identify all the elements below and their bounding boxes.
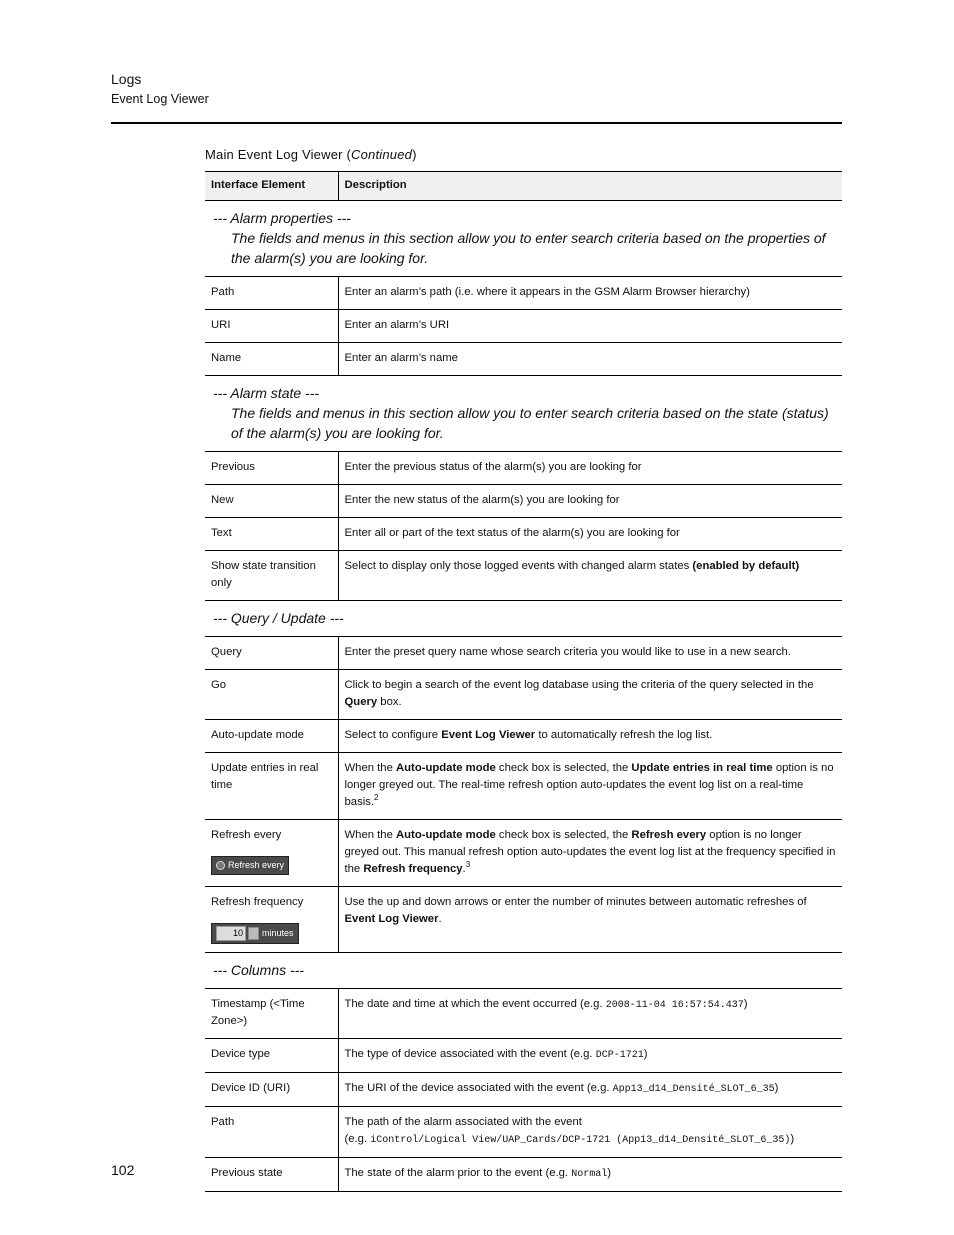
section-description: The fields and menus in this section allow you to enter search criteria based on the properties of the alarm(s) you are looking for. bbox=[231, 230, 826, 266]
table-row bbox=[205, 277, 842, 310]
table-row bbox=[205, 753, 842, 820]
table-row bbox=[205, 720, 842, 753]
description-cell: Click to begin a search of the event log database using the criteria of the query selected in the Query box. bbox=[338, 670, 842, 720]
description-cell: The path of the alarm associated with the event (e.g. iControl/Logical View/UAP_Cards/DCP-1721 (App13_d14_Densité_SLOT_6_35)) bbox=[338, 1107, 842, 1158]
refresh-frequency-spinner-widget: 10 minutes bbox=[211, 923, 299, 944]
element-cell bbox=[205, 820, 338, 887]
table-row bbox=[205, 485, 842, 518]
element-cell: Path bbox=[205, 1107, 338, 1158]
table-row bbox=[205, 820, 842, 887]
element-label: Refresh frequency bbox=[211, 896, 304, 908]
element-label: Refresh every bbox=[211, 829, 282, 841]
description-cell: Enter the preset query name whose search criteria you would like to use in a new search. bbox=[338, 637, 842, 670]
table-row bbox=[205, 1039, 842, 1073]
table-row bbox=[205, 343, 842, 376]
table-row bbox=[205, 1073, 842, 1107]
element-cell: Auto-update mode bbox=[205, 720, 338, 753]
section-alarm-properties bbox=[205, 201, 842, 277]
table-row bbox=[205, 670, 842, 720]
element-cell: Device type bbox=[205, 1039, 338, 1073]
page-number: 102 bbox=[111, 1162, 135, 1178]
element-cell: Query bbox=[205, 637, 338, 670]
table-caption: Main Event Log Viewer (Continued) bbox=[205, 147, 417, 162]
col-header-description: Description bbox=[338, 172, 842, 201]
element-cell: New bbox=[205, 485, 338, 518]
element-cell bbox=[205, 887, 338, 953]
description-cell: Enter an alarm’s URI bbox=[338, 310, 842, 343]
description-cell: When the Auto-update mode check box is selected, the Update entries in real time option is no longer greyed out. The real-time refresh option auto-updates the event log list on a real-time basis.$^2$ bbox=[338, 753, 842, 820]
table-row bbox=[205, 1158, 842, 1192]
element-cell: Name bbox=[205, 343, 338, 376]
description-cell: Enter an alarm’s name bbox=[338, 343, 842, 376]
section-title-text: --- Alarm properties --- bbox=[213, 210, 351, 226]
description-cell: Enter the new status of the alarm(s) you are looking for bbox=[338, 485, 842, 518]
element-cell: Show state transition only bbox=[205, 551, 338, 601]
section-title-text: --- Alarm state --- bbox=[213, 385, 320, 401]
radio-icon bbox=[216, 861, 225, 870]
section-title-text: --- Columns --- bbox=[213, 962, 304, 978]
element-cell: Previous bbox=[205, 452, 338, 485]
spinner-arrows-icon bbox=[248, 927, 259, 940]
table-row bbox=[205, 1107, 842, 1158]
description-cell: Enter the previous status of the alarm(s) you are looking for bbox=[338, 452, 842, 485]
element-cell: Timestamp (<Time Zone>) bbox=[205, 989, 338, 1039]
description-cell: The state of the alarm prior to the event (e.g. Normal) bbox=[338, 1158, 842, 1192]
interface-table bbox=[205, 171, 842, 1192]
description-cell: Use the up and down arrows or enter the number of minutes between automatic refreshes of Event Log Viewer. bbox=[338, 887, 842, 953]
col-header-element: Interface Element bbox=[205, 172, 338, 201]
element-cell: Update entries in real time bbox=[205, 753, 338, 820]
table-row bbox=[205, 310, 842, 343]
section-columns bbox=[205, 953, 842, 989]
table-row bbox=[205, 637, 842, 670]
table-header-row bbox=[205, 172, 842, 201]
element-cell: Text bbox=[205, 518, 338, 551]
description-cell: Select to configure Event Log Viewer to automatically refresh the log list. bbox=[338, 720, 842, 753]
element-cell: Path bbox=[205, 277, 338, 310]
element-cell: Previous state bbox=[205, 1158, 338, 1192]
element-cell: Device ID (URI) bbox=[205, 1073, 338, 1107]
section-title: Logs bbox=[111, 71, 142, 87]
header-rule bbox=[111, 122, 842, 124]
description-cell: Enter all or part of the text status of the alarm(s) you are looking for bbox=[338, 518, 842, 551]
description-cell: When the Auto-update mode check box is selected, the Refresh every option is no longer greyed out. This manual refresh option auto-updates the event log list at the frequency specified in the Refresh frequency.$^3$ bbox=[338, 820, 842, 887]
description-cell: The URI of the device associated with the event (e.g. App13_d14_Densité_SLOT_6_35) bbox=[338, 1073, 842, 1107]
description-cell: The type of device associated with the event (e.g. DCP-1721) bbox=[338, 1039, 842, 1073]
refresh-every-radio-widget: Refresh every bbox=[211, 856, 289, 875]
section-subtitle: Event Log Viewer bbox=[111, 92, 209, 106]
section-description: The fields and menus in this section allow you to enter search criteria based on the state (status) of the alarm(s) you are looking for. bbox=[231, 405, 829, 441]
description-cell: Select to display only those logged events with changed alarm states (enabled by default) bbox=[338, 551, 842, 601]
section-alarm-state bbox=[205, 376, 842, 452]
table-row bbox=[205, 887, 842, 953]
table-row bbox=[205, 518, 842, 551]
description-cell: The date and time at which the event occurred (e.g. 2008-11-04 16:57:54.437) bbox=[338, 989, 842, 1039]
table-row bbox=[205, 989, 842, 1039]
table-row bbox=[205, 452, 842, 485]
section-title-text: --- Query / Update --- bbox=[213, 610, 344, 626]
element-cell: URI bbox=[205, 310, 338, 343]
table-row bbox=[205, 551, 842, 601]
description-cell: Enter an alarm’s path (i.e. where it appears in the GSM Alarm Browser hierarchy) bbox=[338, 277, 842, 310]
section-query-update bbox=[205, 601, 842, 637]
element-cell: Go bbox=[205, 670, 338, 720]
